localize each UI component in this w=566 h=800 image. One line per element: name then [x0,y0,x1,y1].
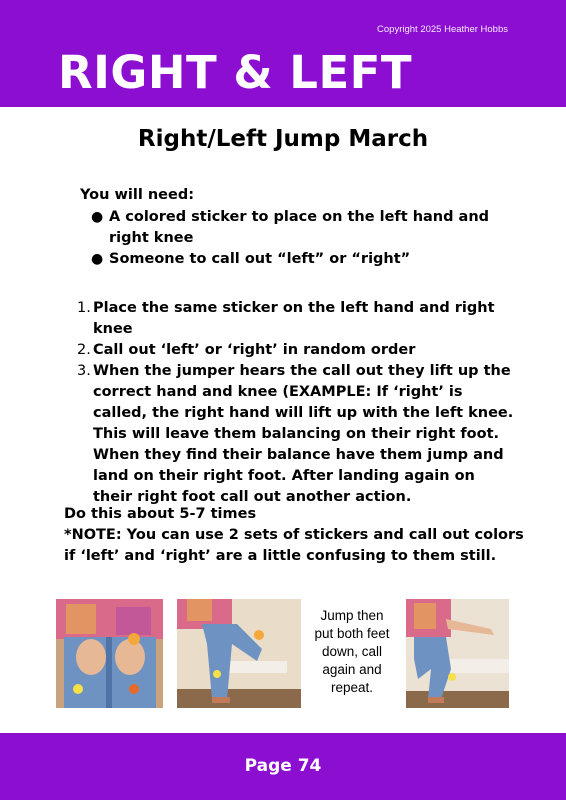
steps-list [77,298,517,508]
page-number: Page 74 [244,756,322,776]
bullet-icon: ● [91,209,104,225]
step-text: When the jumper hears the call out they lift up the correct hand and knee (EXAMPLE: If ‘right’ is called, the right hand will lift up with the left knee. This will leave them balancing on their right foot. When they find their balance have them jump and land on their right foot. After landing again on their right foot call out another action. [93,363,514,505]
photo-lifting-knee-image [177,599,301,708]
bullet-icon: ● [91,251,104,267]
photo-hands-on-knees-image [56,599,163,708]
repeat-instruction: Do this about 5-7 times [64,506,257,522]
photo-balancing-image [406,599,509,708]
step-text: Call out ‘left’ or ‘right’ in random order [93,342,416,358]
copyright-text: Copyright 2025 Heather Hobbs [377,24,508,35]
materials-item [83,249,500,270]
footer-banner [0,733,566,800]
step-number: 3. [77,363,91,379]
materials-heading: You will need: [80,187,195,203]
photo-caption: Jump then put both feet down, call again and repeat. [314,608,390,695]
step-item [77,361,517,508]
note-section [64,504,524,567]
materials-list [80,207,500,270]
photo-balancing [406,599,509,708]
section-title: RIGHT & LEFT [58,46,413,99]
header-banner [0,0,566,107]
step-item [77,340,517,361]
photo-lifting-knee [177,599,301,708]
step-number: 1. [77,300,91,316]
materials-item-text: Someone to call out “left” or “right” [109,251,411,267]
photo-hands-on-knees [56,599,163,708]
step-text: Place the same sticker on the left hand and right knee [93,300,495,337]
note-text: *NOTE: You can use 2 sets of stickers and call out colors if ‘left’ and ‘right’ are a little confusing to them still. [64,527,524,564]
materials-item [83,207,500,249]
step-item [77,298,517,340]
step-number: 2. [77,342,91,358]
materials-item-text: A colored sticker to place on the left hand and right knee [109,209,490,246]
materials-section [80,185,500,270]
activity-title: Right/Left Jump March [137,126,429,152]
